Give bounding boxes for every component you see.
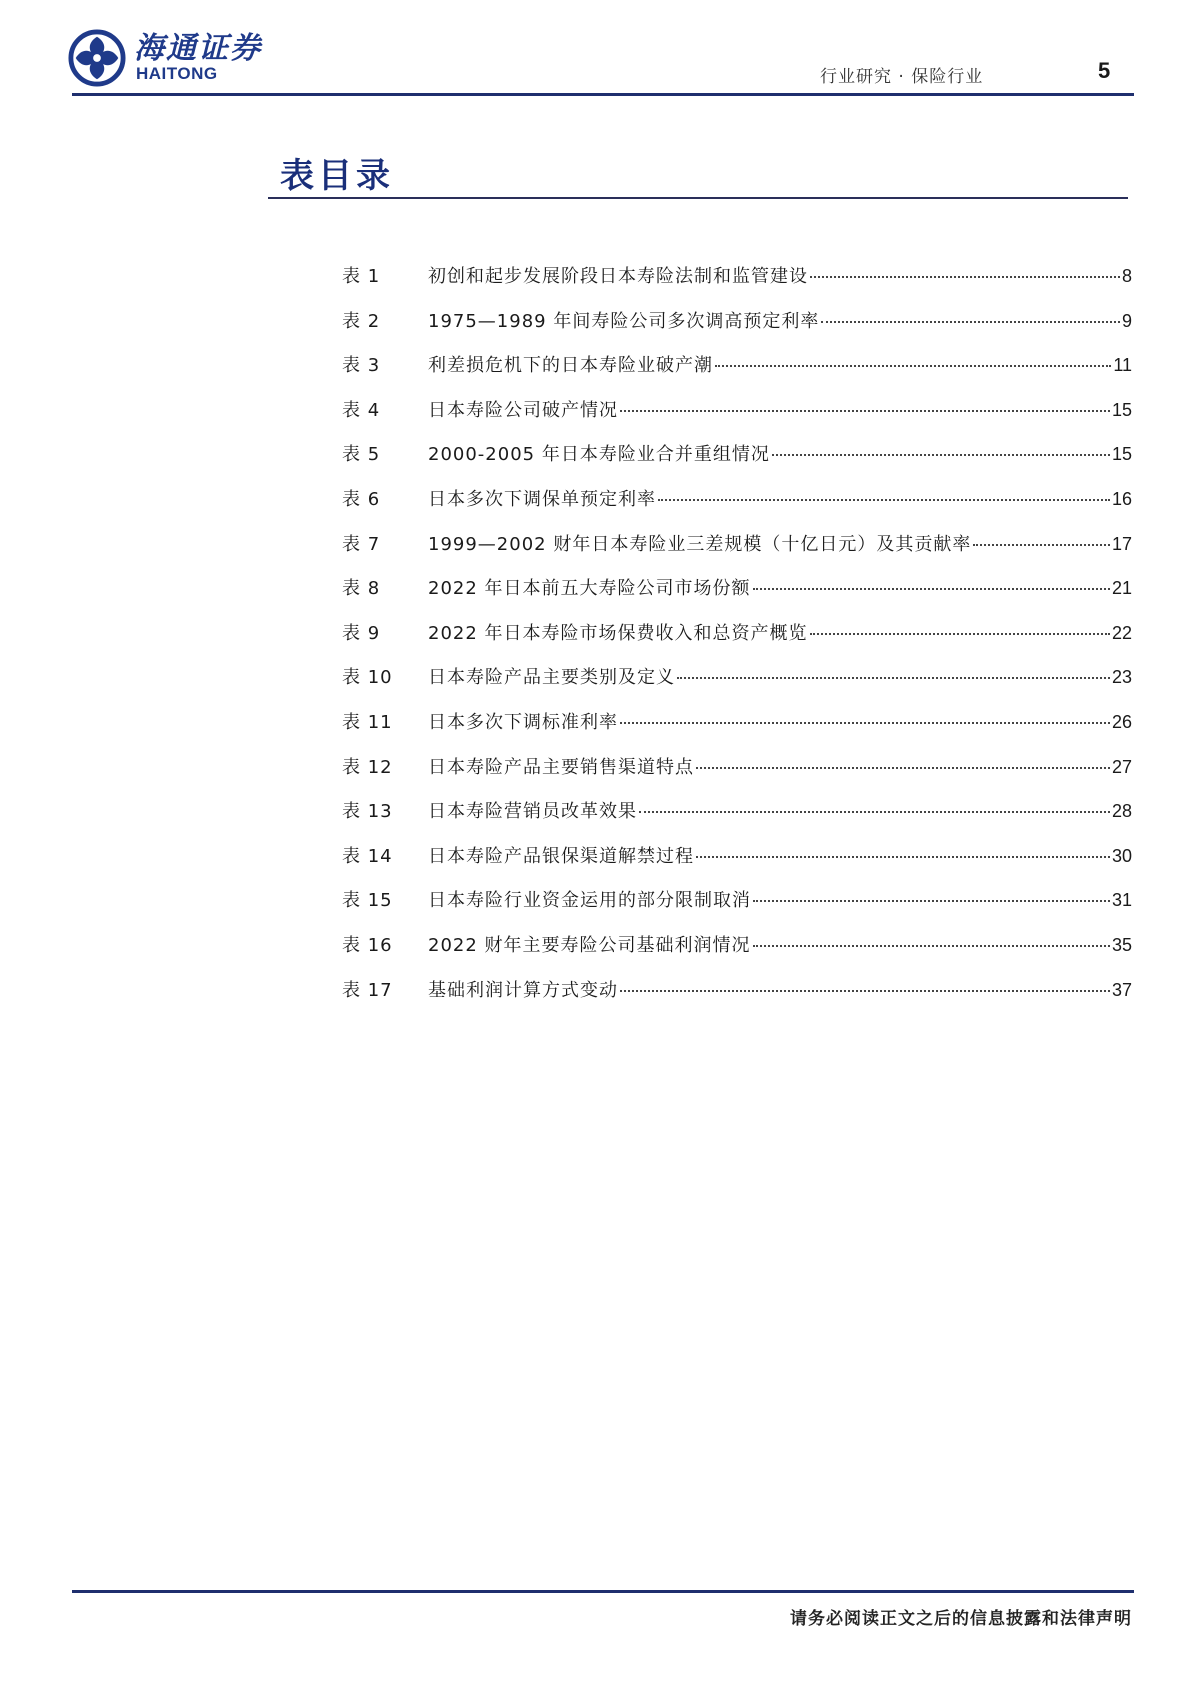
toc-entry-title: 日本寿险产品主要销售渠道特点 (428, 756, 694, 778)
toc-entry-page: 16 (1111, 488, 1132, 509)
toc-entry[interactable] (342, 976, 1132, 1021)
toc-entry-number: 表 6 (342, 488, 381, 510)
toc-entry-title: 2022 年日本前五大寿险公司市场份额 (428, 578, 751, 600)
toc-entry-title: 日本多次下调标准利率 (428, 711, 618, 733)
toc-entry-number: 表 17 (342, 979, 393, 1001)
toc-entry-number: 表 12 (342, 756, 393, 778)
toc-entry-title: 日本寿险产品主要类别及定义 (428, 667, 675, 689)
toc-entry[interactable] (342, 440, 1132, 485)
toc-entry-title: 日本寿险行业资金运用的部分限制取消 (428, 890, 751, 912)
toc-dot-leader (753, 900, 1110, 902)
toc-entry[interactable] (342, 753, 1132, 798)
toc-entry-title: 日本寿险公司破产情况 (428, 399, 618, 421)
toc-entry-page: 26 (1111, 711, 1132, 732)
toc-entry-page: 22 (1111, 622, 1132, 643)
toc-entry[interactable] (342, 663, 1132, 708)
toc-entry-title: 基础利润计算方式变动 (428, 979, 618, 1001)
toc-entry-page: 35 (1111, 934, 1132, 955)
toc-dot-leader (753, 588, 1110, 590)
toc-dot-leader (696, 767, 1110, 769)
toc-dot-leader (973, 544, 1110, 546)
toc-entry-number: 表 16 (342, 934, 393, 956)
toc-entry-title: 初创和起步发展阶段日本寿险法制和监管建设 (428, 266, 808, 287)
toc-entry-title: 2000-2005 年日本寿险业合并重组情况 (428, 444, 770, 466)
toc-entry[interactable] (342, 619, 1132, 664)
toc-dot-leader (696, 856, 1110, 858)
toc-entry-title: 2022 财年主要寿险公司基础利润情况 (428, 934, 751, 956)
toc-entry-title: 日本寿险产品银保渠道解禁过程 (428, 845, 694, 867)
toc-entry[interactable] (342, 396, 1132, 441)
toc-entry-number: 表 15 (342, 890, 393, 912)
toc-entry-page: 28 (1111, 801, 1132, 822)
haitong-logo-icon (68, 29, 126, 87)
toc-entry-title: 1999—2002 财年日本寿险业三差规模（十亿日元）及其贡献率 (428, 533, 972, 555)
toc-entry[interactable] (342, 708, 1132, 753)
footer-divider (72, 1590, 1134, 1593)
toc-dot-leader (620, 722, 1110, 724)
table-of-tables (342, 262, 1132, 1020)
toc-entry-number: 表 5 (342, 444, 381, 466)
toc-entry[interactable] (342, 351, 1132, 396)
toc-dot-leader (715, 365, 1111, 367)
toc-entry-number: 表 3 (342, 355, 381, 377)
disclaimer-text: 请务必阅读正文之后的信息披露和法律声明 (790, 1609, 1132, 1629)
toc-entry-number: 表 7 (342, 533, 381, 555)
toc-entry-number: 表 2 (342, 310, 381, 332)
toc-dot-leader (821, 321, 1120, 323)
toc-entry-title: 利差损危机下的日本寿险业破产潮 (428, 355, 713, 377)
header-divider (72, 93, 1134, 96)
toc-dot-leader (620, 990, 1110, 992)
toc-entry-number: 表 14 (342, 845, 393, 867)
toc-entry-number: 表 8 (342, 578, 381, 600)
toc-entry-number: 表 13 (342, 801, 393, 823)
toc-entry-page: 21 (1111, 578, 1132, 599)
toc-entry-page: 9 (1121, 310, 1132, 331)
toc-entry-page: 15 (1111, 444, 1132, 465)
toc-dot-leader (810, 633, 1110, 635)
toc-entry-page: 8 (1121, 266, 1132, 286)
toc-entry[interactable] (342, 842, 1132, 887)
toc-entry[interactable] (342, 797, 1132, 842)
toc-entry[interactable] (342, 530, 1132, 575)
toc-entry-number: 表 9 (342, 622, 381, 644)
toc-entry-number: 表 4 (342, 399, 381, 421)
toc-entry-page: 11 (1113, 355, 1132, 376)
toc-dot-leader (810, 276, 1120, 278)
brand-name-cn: 海通证券 (134, 31, 262, 66)
toc-dot-leader (658, 499, 1110, 501)
toc-dot-leader (639, 811, 1110, 813)
toc-entry-page: 23 (1111, 667, 1132, 688)
toc-entry-title: 日本多次下调保单预定利率 (428, 488, 656, 510)
company-logo (68, 26, 262, 90)
toc-entry-number: 表 10 (342, 667, 393, 689)
toc-entry[interactable] (342, 307, 1132, 352)
toc-entry[interactable] (342, 886, 1132, 931)
toc-entry-page: 15 (1111, 399, 1132, 420)
toc-entry-page: 27 (1111, 756, 1132, 777)
toc-entry-title: 日本寿险营销员改革效果 (428, 801, 637, 823)
toc-dot-leader (753, 945, 1110, 947)
report-section: 行业研究 · 保险行业 (820, 67, 984, 87)
toc-entry[interactable] (342, 485, 1132, 530)
toc-entry-number: 表 1 (342, 266, 381, 287)
page-title: 表目录 (280, 156, 394, 196)
toc-entry-page: 37 (1111, 979, 1132, 1000)
toc-entry-page: 31 (1111, 890, 1132, 911)
toc-entry[interactable] (342, 574, 1132, 619)
toc-dot-leader (772, 454, 1110, 456)
brand-name-en: HAITONG (136, 64, 218, 83)
toc-entry-number: 表 11 (342, 711, 393, 733)
toc-dot-leader (677, 677, 1110, 679)
toc-entry[interactable] (342, 931, 1132, 976)
toc-entry-title: 1975—1989 年间寿险公司多次调高预定利率 (428, 310, 820, 332)
toc-entry-title: 2022 年日本寿险市场保费收入和总资产概览 (428, 622, 808, 644)
toc-entry[interactable] (342, 262, 1132, 307)
toc-entry-page: 17 (1111, 533, 1132, 554)
toc-entry-page: 30 (1111, 845, 1132, 866)
title-divider (268, 197, 1128, 199)
toc-dot-leader (620, 410, 1110, 412)
page-number: 5 (1098, 58, 1111, 83)
